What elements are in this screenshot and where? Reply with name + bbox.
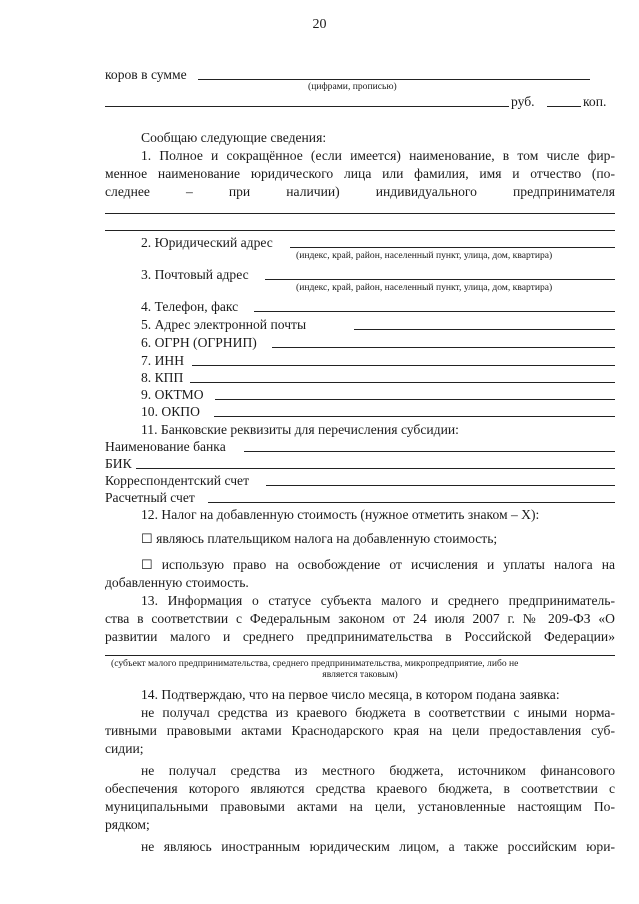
bank-name-label: Наименование банка (105, 439, 226, 454)
legal-address-line[interactable] (290, 247, 615, 248)
item14-p3-line1: не являюсь иностранным юридическим лицом, а также российским юри- (141, 839, 615, 854)
account-line[interactable] (208, 502, 615, 503)
postal-address-caption: (индекс, край, район, населенный пункт, улица, дом, квартира) (296, 282, 553, 293)
checkbox-icon[interactable]: ☐ (141, 531, 153, 546)
item1-field-line1[interactable] (105, 213, 615, 214)
phone-fax-label: 4. Телефон, факс (141, 299, 239, 314)
legal-address-label: 2. Юридический адрес (141, 235, 273, 250)
item1-word: индивидуального (375, 184, 477, 199)
checkbox-icon[interactable]: ☐ (141, 557, 153, 572)
item1-word: при (228, 184, 251, 199)
oktmo-label: 9. ОКТМО (141, 387, 204, 402)
vat-option2-line1 (141, 556, 615, 574)
vat-option2-label: использую право на освобождение от исчисления и уплаты налога на (161, 557, 615, 572)
item14-p2-line4: рядком; (105, 817, 150, 832)
legal-address-caption: (индекс, край, район, населенный пункт, улица, дом, квартира) (296, 250, 553, 261)
item14-p2-line1: не получал средства из местного бюджета, источником финансового (141, 763, 615, 778)
okpo-label: 10. ОКПО (141, 404, 200, 419)
bank-name-line[interactable] (244, 451, 615, 452)
item14-p2-line3: муниципальными правовыми актами на цели, установленные настоящим По- (105, 799, 615, 814)
item14-p1-line1: не получал средства из краевого бюджета в соответствии с иными норма- (141, 705, 615, 720)
oktmo-line[interactable] (215, 399, 615, 400)
phone-fax-line[interactable] (254, 311, 615, 312)
item14-title: 14. Подтверждаю, что на первое число месяца, в котором подана заявка: (141, 687, 560, 702)
rub-label: руб. (511, 94, 535, 109)
postal-address-line[interactable] (265, 279, 615, 280)
sum-field-line[interactable] (198, 79, 590, 80)
page-number: 20 (312, 17, 327, 32)
okpo-line[interactable] (214, 416, 615, 417)
item14-p1-line2: тивными правовыми актами Краснодарского края на цели предоставления суб- (105, 723, 615, 738)
intro-text: Сообщаю следующие сведения: (141, 130, 327, 145)
kpp-label: 8. КПП (141, 370, 184, 385)
kop-field-line[interactable] (547, 106, 581, 107)
postal-address-label: 3. Почтовый адрес (141, 267, 249, 282)
item14-p2-line2: обеспечения которого являются средства краевого бюджета, в соответствии с (105, 781, 615, 796)
vat-title: 12. Налог на добавленную стоимость (нужное отметить знаком – Х): (141, 507, 540, 522)
bank-details-title: 11. Банковские реквизиты для перечисления субсидии: (141, 422, 459, 437)
ogrn-line[interactable] (272, 347, 615, 348)
item1-word: – (186, 184, 193, 199)
item1-word: предпринимателя (513, 184, 615, 199)
email-line[interactable] (354, 329, 615, 330)
item13-line2: ства в соответствии с Федеральным законом от 24 июля 2007 г. № 209-ФЗ «О (105, 611, 615, 626)
vat-option2-line2: добавленную стоимость. (105, 575, 249, 590)
vat-option1-label: являюсь плательщиком налога на добавленную стоимость; (156, 531, 498, 546)
account-label: Расчетный счет (105, 490, 195, 505)
inn-label: 7. ИНН (141, 353, 185, 368)
bik-line[interactable] (136, 468, 615, 469)
corr-account-label: Корреспондентский счет (105, 473, 250, 488)
ogrn-label: 6. ОГРН (ОГРНИП) (141, 335, 257, 350)
item13-line3: развитии малого и среднего предпринимательства в Российской Федерации» (105, 629, 615, 644)
item1-field-line2[interactable] (105, 230, 615, 231)
item14-p1-line3: сидии; (105, 741, 144, 756)
item1-line3 (105, 183, 615, 201)
kpp-line[interactable] (190, 382, 615, 383)
sum-label: коров в сумме (105, 67, 187, 82)
item1-word: наличии) (286, 184, 340, 199)
sum-words-line[interactable] (105, 106, 509, 107)
inn-line[interactable] (192, 365, 615, 366)
item1-word: следнее (105, 184, 150, 199)
kop-label: коп. (583, 94, 607, 109)
sum-caption: (цифрами, прописью) (308, 81, 397, 92)
item13-line1: 13. Информация о статусе субъекта малого и среднего предприниматель- (141, 593, 615, 608)
item1-line1: 1. Полное и сокращённое (если имеется) наименование, в том числе фир- (141, 148, 615, 163)
item13-field-line[interactable] (105, 655, 615, 656)
email-label: 5. Адрес электронной почты (141, 317, 307, 332)
vat-option1 (141, 530, 497, 548)
bik-label: БИК (105, 456, 132, 471)
item1-line2: менное наименование юридического лица или фамилия, имя и отчество (по- (105, 166, 615, 181)
corr-account-line[interactable] (266, 485, 615, 486)
item13-caption1: (субъект малого предпринимательства, среднего предпринимательства, микропредприятие, либо не (111, 658, 519, 669)
item13-caption2: является таковым) (322, 669, 398, 680)
